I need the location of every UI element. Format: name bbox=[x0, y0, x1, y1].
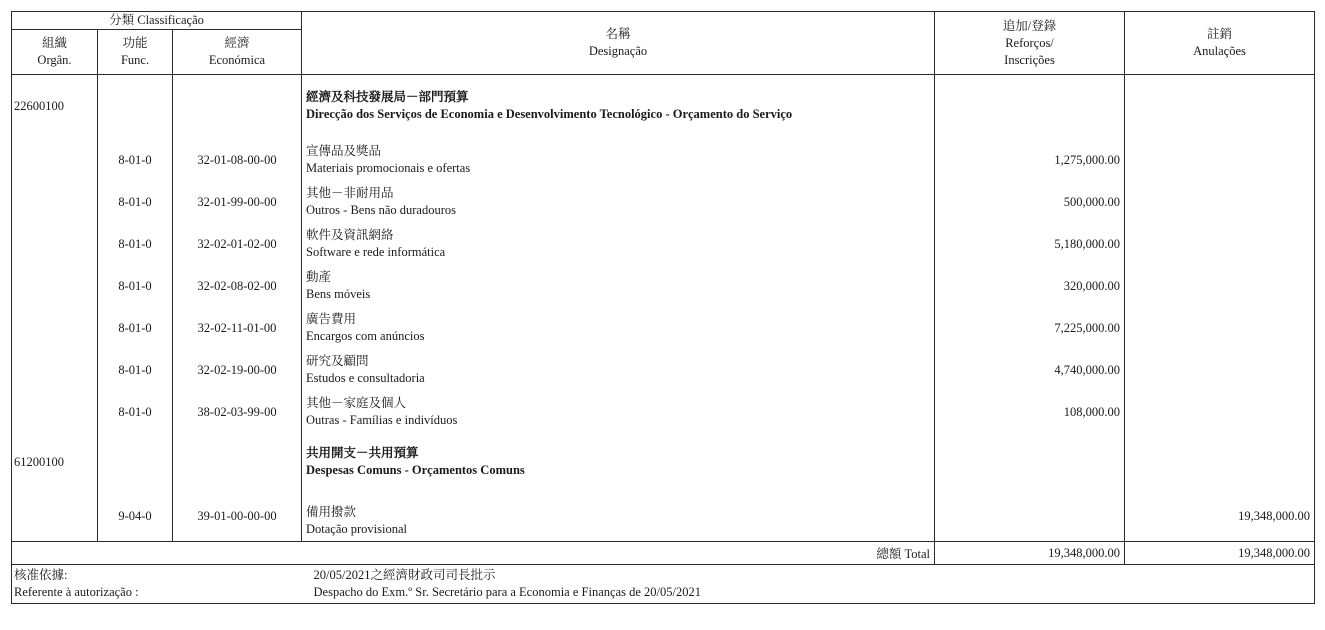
authorization-label-pt: Referente à autorização : bbox=[14, 585, 139, 599]
organic-header-pt: Orgân. bbox=[37, 53, 72, 67]
functional-header bbox=[98, 30, 173, 75]
functional-code: 8-01-0 bbox=[98, 391, 173, 433]
economic-code: 32-01-99-00-00 bbox=[173, 181, 302, 223]
cancellation-amount: 19,348,000.00 bbox=[1125, 491, 1315, 542]
item-designation-pt: Dotação provisional bbox=[306, 522, 408, 536]
item-designation-pt: Outros - Bens não duradouros bbox=[306, 203, 456, 217]
reinforcement-amount: 320,000.00 bbox=[935, 265, 1125, 307]
designation-header bbox=[302, 12, 935, 75]
reinforcement-amount: 4,740,000.00 bbox=[935, 349, 1125, 391]
functional-code: 9-04-0 bbox=[98, 491, 173, 542]
total-reinforcement: 19,348,000.00 bbox=[935, 542, 1125, 565]
table-row bbox=[12, 223, 1315, 265]
economic-code: 32-02-01-02-00 bbox=[173, 223, 302, 265]
reinforcement-amount bbox=[935, 491, 1125, 542]
budget-document bbox=[11, 11, 1314, 617]
table-row bbox=[12, 181, 1315, 223]
item-designation-pt: Encargos com anúncios bbox=[306, 329, 425, 343]
economic-code: 32-01-08-00-00 bbox=[173, 139, 302, 181]
spacer-row bbox=[12, 75, 1315, 84]
reinforcements-header-pt2: Inscrições bbox=[1004, 52, 1055, 67]
economic-header-pt: Económica bbox=[208, 53, 266, 67]
reinforcements-header-zh: 追加/登錄 bbox=[1002, 18, 1057, 33]
section-title-pt: Direcção dos Serviços de Economia e Desenvolvimento Tecnológico - Orçamento do Serviço bbox=[306, 107, 793, 121]
designation-header-pt: Designação bbox=[588, 44, 648, 58]
item-designation-pt: Estudos e consultadoria bbox=[306, 371, 425, 385]
cancellations-header-zh: 註銷 bbox=[1206, 27, 1232, 41]
functional-code: 8-01-0 bbox=[98, 349, 173, 391]
cancellation-amount bbox=[1125, 391, 1315, 433]
item-designation-zh: 備用撥款 bbox=[306, 505, 357, 519]
total-label: 總額 Total bbox=[12, 542, 935, 565]
functional-header-zh: 功能 bbox=[122, 36, 148, 50]
functional-header-pt: Func. bbox=[120, 53, 150, 67]
section-title-zh: 經濟及科技發展局－部門預算 bbox=[306, 90, 469, 104]
total-cancellation: 19,348,000.00 bbox=[1125, 542, 1315, 565]
classification-header: 分類 Classificação bbox=[12, 12, 302, 30]
designation-header-zh: 名稱 bbox=[605, 27, 631, 41]
authorization-label bbox=[12, 565, 302, 604]
spacer-row bbox=[12, 129, 1315, 139]
functional-code: 8-01-0 bbox=[98, 223, 173, 265]
cancellations-header bbox=[1125, 12, 1315, 75]
organic-header bbox=[12, 30, 98, 75]
table-row bbox=[12, 139, 1315, 181]
item-designation-zh: 宣傳品及獎品 bbox=[306, 144, 382, 158]
section-title-zh: 共用開支－共用預算 bbox=[306, 446, 419, 460]
reinforcement-amount: 500,000.00 bbox=[935, 181, 1125, 223]
item-designation-zh: 其他－非耐用品 bbox=[306, 186, 394, 200]
item-designation bbox=[302, 349, 935, 391]
economic-code: 39-01-00-00-00 bbox=[173, 491, 302, 542]
cancellation-amount bbox=[1125, 139, 1315, 181]
functional-code: 8-01-0 bbox=[98, 265, 173, 307]
reinforcement-amount: 108,000.00 bbox=[935, 391, 1125, 433]
section-row bbox=[12, 83, 1315, 129]
cancellation-amount bbox=[1125, 181, 1315, 223]
item-designation-zh: 動產 bbox=[306, 270, 332, 284]
item-designation-zh: 廣告費用 bbox=[306, 312, 357, 326]
reinforcement-amount: 5,180,000.00 bbox=[935, 223, 1125, 265]
authorization-label-zh: 核准依據: bbox=[14, 568, 68, 582]
reinforcements-header-pt1: Reforços/ bbox=[1005, 35, 1054, 50]
cancellation-amount bbox=[1125, 265, 1315, 307]
organic-header-zh: 組織 bbox=[41, 36, 67, 50]
total-row bbox=[12, 542, 1315, 565]
economic-code: 32-02-11-01-00 bbox=[173, 307, 302, 349]
functional-code: 8-01-0 bbox=[98, 307, 173, 349]
organic-code: 61200100 bbox=[12, 433, 98, 491]
authorization-text-pt: Despacho do Exm.º Sr. Secretário para a Economia e Finanças de 20/05/2021 bbox=[313, 585, 701, 599]
section-row bbox=[12, 433, 1315, 491]
item-designation-pt: Materiais promocionais e ofertas bbox=[306, 161, 471, 175]
reinforcement-amount: 1,275,000.00 bbox=[935, 139, 1125, 181]
table-row bbox=[12, 391, 1315, 433]
table-row bbox=[12, 491, 1315, 542]
item-designation-pt: Bens móveis bbox=[306, 287, 371, 301]
authorization-block bbox=[11, 565, 1315, 604]
item-designation-zh: 其他－家庭及個人 bbox=[306, 396, 407, 410]
economic-code: 38-02-03-99-00 bbox=[173, 391, 302, 433]
cancellation-amount bbox=[1125, 307, 1315, 349]
item-designation bbox=[302, 391, 935, 433]
functional-code: 8-01-0 bbox=[98, 139, 173, 181]
reinforcements-header bbox=[935, 12, 1125, 75]
authorization-text-zh: 20/05/2021之經濟財政司司長批示 bbox=[313, 568, 496, 582]
authorization-text bbox=[302, 565, 1315, 604]
item-designation-pt: Outras - Famílias e indivíduos bbox=[306, 413, 458, 427]
economic-code: 32-02-08-02-00 bbox=[173, 265, 302, 307]
item-designation bbox=[302, 223, 935, 265]
table-row bbox=[12, 265, 1315, 307]
item-designation bbox=[302, 265, 935, 307]
section-title bbox=[302, 433, 935, 491]
item-designation-zh: 研究及顧問 bbox=[306, 354, 369, 368]
section-title bbox=[302, 83, 935, 129]
economic-header-zh: 經濟 bbox=[224, 36, 250, 50]
table-row bbox=[12, 349, 1315, 391]
item-designation-pt: Software e rede informática bbox=[306, 245, 446, 259]
item-designation bbox=[302, 139, 935, 181]
section-title-pt: Despesas Comuns - Orçamentos Comuns bbox=[306, 463, 525, 477]
organic-code: 22600100 bbox=[12, 83, 98, 129]
header-row-top bbox=[12, 12, 1315, 30]
economic-code: 32-02-19-00-00 bbox=[173, 349, 302, 391]
table-row bbox=[12, 307, 1315, 349]
item-designation bbox=[302, 491, 935, 542]
functional-code: 8-01-0 bbox=[98, 181, 173, 223]
cancellation-amount bbox=[1125, 223, 1315, 265]
item-designation bbox=[302, 181, 935, 223]
economic-header bbox=[173, 30, 302, 75]
budget-table bbox=[11, 11, 1315, 565]
item-designation-zh: 軟件及資訊網絡 bbox=[306, 228, 394, 242]
reinforcement-amount: 7,225,000.00 bbox=[935, 307, 1125, 349]
cancellation-amount bbox=[1125, 349, 1315, 391]
item-designation bbox=[302, 307, 935, 349]
cancellations-header-pt: Anulações bbox=[1193, 44, 1246, 58]
